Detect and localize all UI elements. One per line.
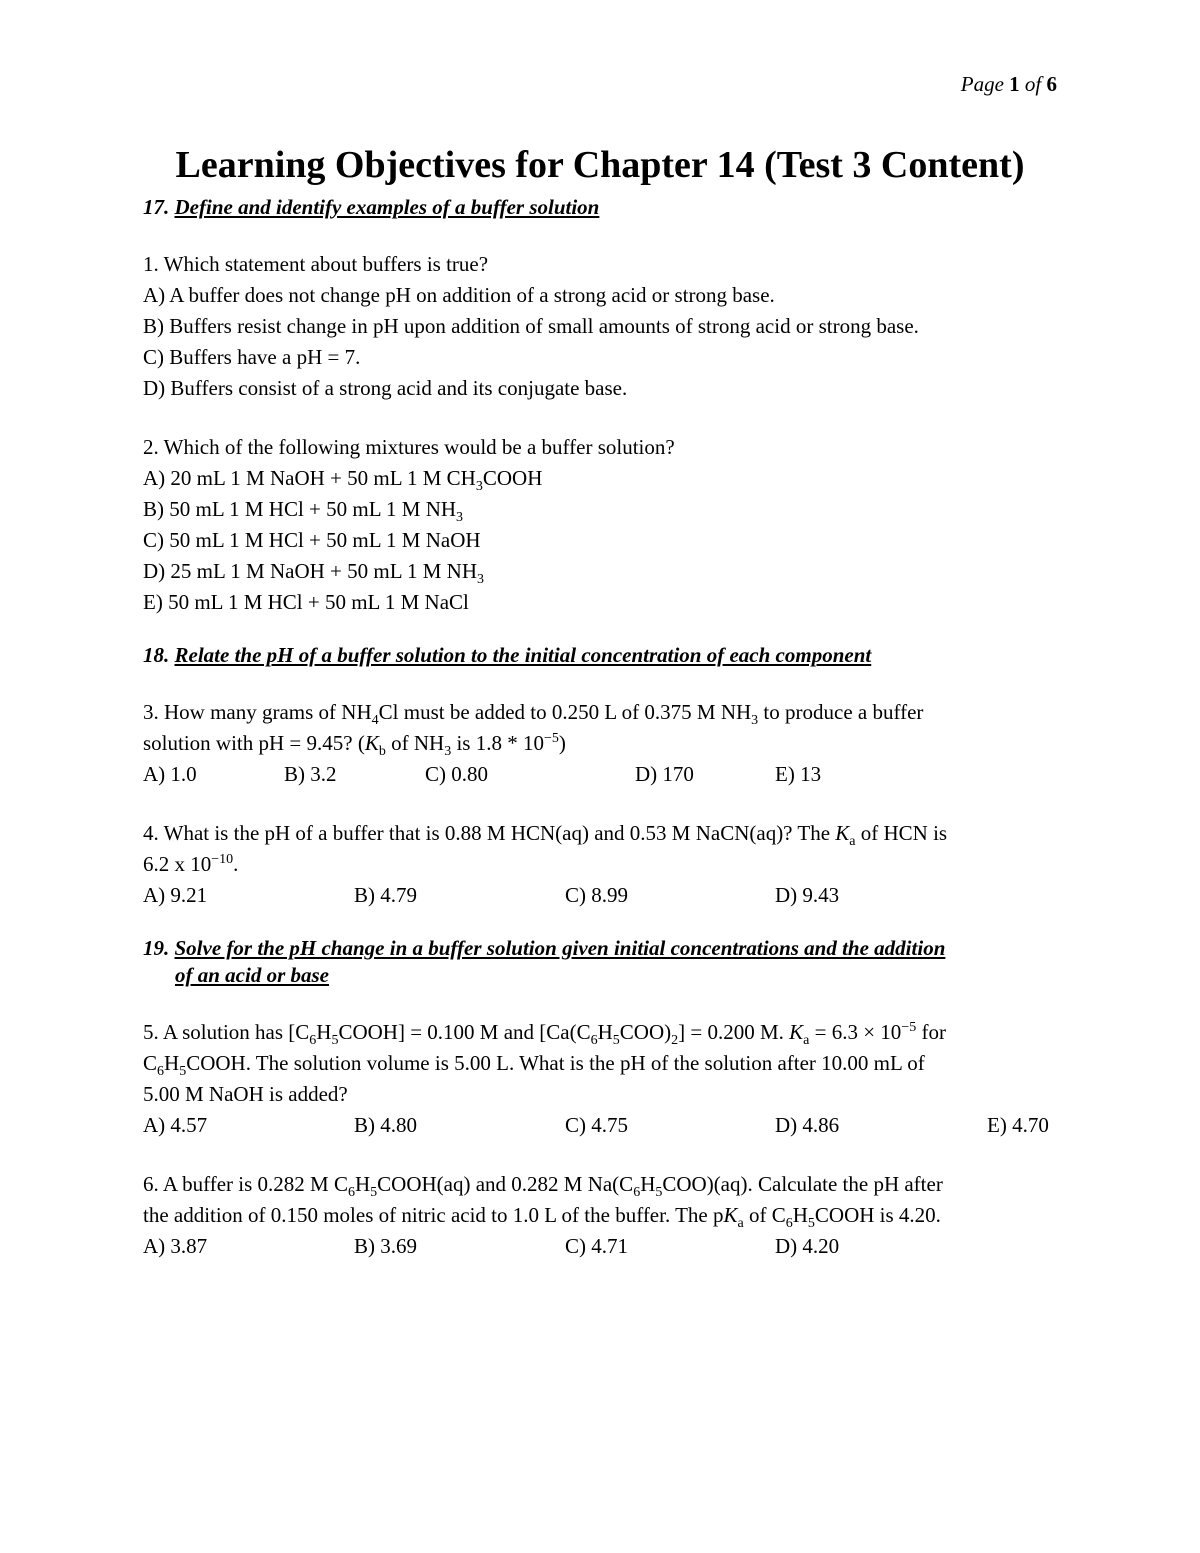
question-2 <box>143 432 1068 618</box>
question-6 <box>143 1169 1068 1262</box>
answer-option: B) 3.69 <box>354 1234 417 1258</box>
question-5 <box>143 1017 1068 1141</box>
answer-option: B) Buffers resist change in pH upon addition of small amounts of strong acid or strong base. <box>143 314 919 338</box>
question-stem: 5.00 M NaOH is added? <box>143 1082 348 1106</box>
answer-option: C) 50 mL 1 M HCl + 50 mL 1 M NaOH <box>143 528 481 552</box>
answer-option: D) 25 mL 1 M NaOH + 50 mL 1 M $NH_3$ <box>143 559 485 588</box>
answer-option: E) 50 mL 1 M HCl + 50 mL 1 M NaCl <box>143 590 469 614</box>
answer-option: B) 50 mL 1 M HCl + 50 mL 1 M $NH_3$ <box>143 497 464 526</box>
answer-options <box>143 1231 1068 1262</box>
answer-options <box>143 1110 1068 1141</box>
answer-option: C) 4.75 <box>565 1113 628 1137</box>
question-stem: 2. Which of the following mixtures would be a buffer solution? <box>143 435 675 459</box>
question-stem: 3. How many grams of $NH_4Cl$ must be added to 0.250 L of 0.375 M $NH_3$ to produce a buffer <box>143 700 924 729</box>
page-title: Learning Objectives for Chapter 14 (Test 3 Content) <box>175 144 1025 186</box>
section-heading-19: 19. Solve for the pH change in a buffer solution given initial concentrations and the addition of an acid or base <box>143 936 946 987</box>
answer-option: D) Buffers consist of a strong acid and its conjugate base. <box>143 376 628 400</box>
answer-option: C) 4.71 <box>565 1234 628 1258</box>
answer-option: C) Buffers have a pH = 7. <box>143 345 361 369</box>
answer-option: C) 8.99 <box>565 883 628 907</box>
answer-option: A) 1.0 <box>143 762 197 786</box>
question-stem: 4. What is the pH of a buffer that is 0.88 M HCN(aq) and 0.53 M NaCN(aq)? The $K_a$ of HCN is <box>143 821 948 850</box>
question-stem: solution with pH = 9.45? ($K_b$ of $NH_3$ is $1.8 * 10^{-5}$) <box>143 731 566 760</box>
question-stem: 5. A solution has $[C_6H_5COOH] = 0.100$ M and $[Ca(C_6H_5COO)_2] = 0.200$ M. $K_a = 6.3 \times 10^{-5}$ for <box>143 1020 946 1049</box>
question-1 <box>143 249 1068 404</box>
answer-option: A) 4.57 <box>143 1113 208 1137</box>
question-stem: 6.2 x $10^{-10}$. <box>143 852 239 876</box>
question-stem: 1. Which statement about buffers is true? <box>143 252 489 276</box>
answer-option: B) 4.80 <box>354 1113 417 1137</box>
question-stem: $C_6H_5COOH$. The solution volume is 5.00 L. What is the pH of the solution after 10.00 mL of <box>143 1051 925 1080</box>
answer-option: E) 4.70 <box>987 1113 1049 1137</box>
question-stem: the addition of 0.150 moles of nitric acid to 1.0 L of the buffer. The $pK_a$ of $C_6H_5COOH$ is 4.20. <box>143 1203 941 1232</box>
answer-option: D) 170 <box>635 762 694 786</box>
answer-option: B) 4.79 <box>354 883 417 907</box>
answer-option: A) A buffer does not change pH on addition of a strong acid or strong base. <box>143 283 775 307</box>
answer-options <box>143 880 1068 911</box>
answer-option: D) 4.86 <box>775 1113 840 1137</box>
answer-option: C) 0.80 <box>425 762 488 786</box>
answer-option: B) 3.2 <box>284 762 337 786</box>
document-body <box>143 194 1068 1262</box>
question-4 <box>143 818 1068 911</box>
answer-option: A) 20 mL 1 M NaOH + 50 mL 1 M $CH_3COOH$ <box>143 466 543 495</box>
answer-option: A) 9.21 <box>143 883 208 907</box>
question-stem: 6. A buffer is 0.282 M $C_6H_5COOH(aq)$ and 0.282 M $Na(C_6H_5COO)(aq)$. Calculate the pH after <box>143 1172 943 1201</box>
answer-option: A) 3.87 <box>143 1234 208 1258</box>
answer-option: D) 4.20 <box>775 1234 840 1258</box>
section-heading-17: 17. Define and identify examples of a buffer solution <box>143 195 600 219</box>
question-3 <box>143 697 1068 790</box>
section-heading-18: 18. Relate the pH of a buffer solution to the initial concentration of each component <box>143 643 872 667</box>
answer-options <box>143 759 1068 790</box>
answer-option: E) 13 <box>775 762 822 786</box>
page-number: Page 1 of 6 <box>960 72 1057 96</box>
answer-option: D) 9.43 <box>775 883 840 907</box>
